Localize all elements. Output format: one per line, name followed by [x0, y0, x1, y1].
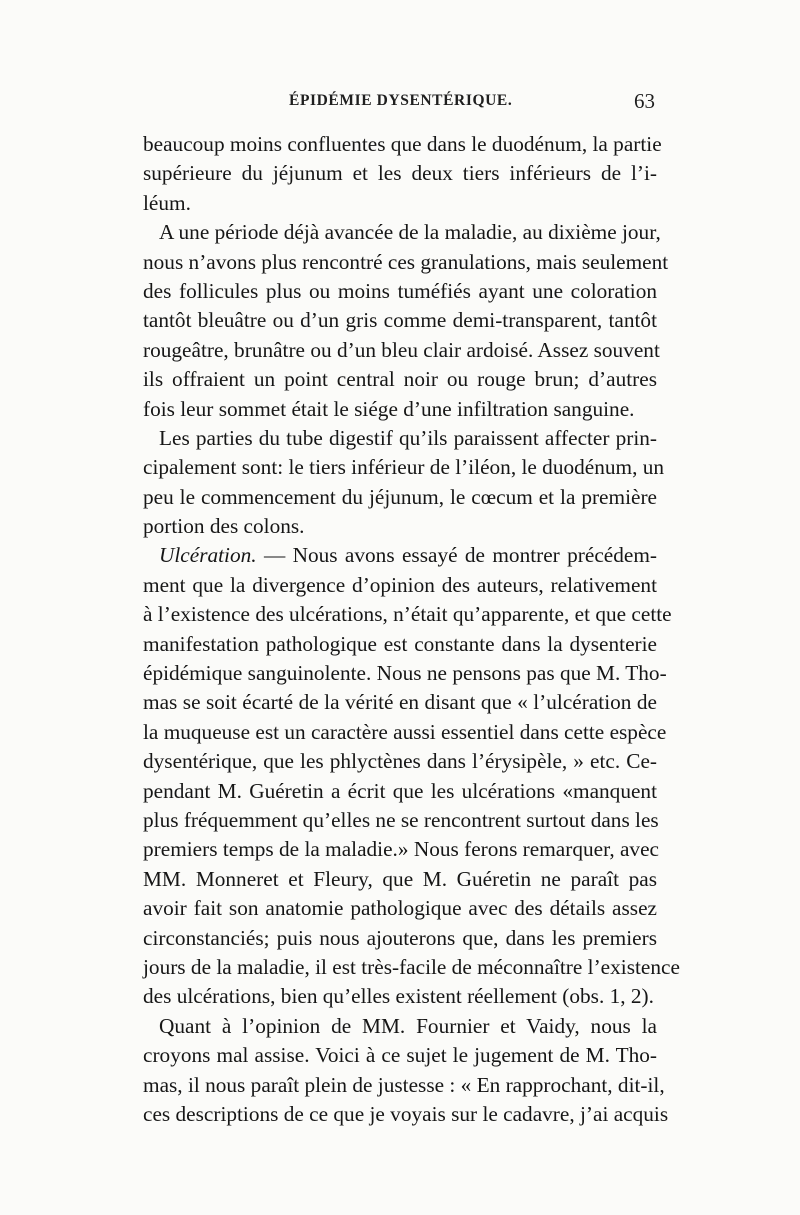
- page-header: [143, 89, 657, 116]
- text-line: supérieure du jéjunum et les deux tiers inférieurs de l’i-: [143, 161, 657, 186]
- text-line: dysentérique, que les phlyctènes dans l’érysipèle, » etc. Ce-: [143, 749, 657, 774]
- text-line: ces descriptions de ce que je voyais sur le cadavre, j’ai acquis: [143, 1101, 669, 1126]
- text-line: ils offraient un point central noir ou rouge brun; d’autres: [143, 367, 657, 392]
- paragraph-start-line: [143, 541, 657, 570]
- text-line: plus fréquemment qu’elles ne se rencontrent surtout dans les: [143, 807, 659, 832]
- text-line: à l’existence des ulcérations, n’était qu’apparente, et que cette: [143, 602, 672, 627]
- text-line: rougeâtre, brunâtre ou d’un bleu clair ardoisé. Assez souvent: [143, 337, 660, 362]
- text-line: circonstanciés; puis nous ajouterons que, dans les premiers: [143, 925, 657, 950]
- text-line: tantôt bleuâtre ou d’un gris comme demi-transparent, tantôt: [143, 308, 657, 333]
- text-line: jours de la maladie, il est très-facile de méconnaître l’existence: [143, 954, 680, 979]
- text-line: pendant M. Guéretin a écrit que les ulcérations «manquent: [143, 778, 657, 803]
- text-line: nous n’avons plus rencontré ces granulations, mais seulement: [143, 249, 669, 274]
- text-line: croyons mal assise. Voici à ce sujet le jugement de M. Tho-: [143, 1043, 657, 1068]
- text-line: léum.: [143, 190, 191, 215]
- page-number: 63: [634, 89, 655, 113]
- text-line: ment que la divergence d’opinion des auteurs, relativement: [143, 572, 657, 597]
- text-line: peu le commencement du jéjunum, le cœcum et la première: [143, 484, 657, 509]
- section-heading-ulceration: Ulcération.: [159, 543, 257, 568]
- paragraph-start-line: A une période déjà avancée de la maladie, au dixième jour,: [159, 220, 661, 245]
- text-line: manifestation pathologique est constante dans la dysenterie: [143, 631, 657, 656]
- text-line: des ulcérations, bien qu’elles existent réellement (obs. 1, 2).: [143, 984, 654, 1009]
- text-line: premiers temps de la maladie.» Nous ferons remarquer, avec: [143, 837, 659, 862]
- text-line-fragment: — Nous avons essayé de montrer précédem-: [263, 543, 657, 568]
- text-line: épidémique sanguinolente. Nous ne pensons pas que M. Tho-: [143, 661, 667, 686]
- text-line: fois leur sommet était le siége d’une infiltration sanguine.: [143, 396, 635, 421]
- text-line: cipalement sont: le tiers inférieur de l’iléon, le duodénum, un: [143, 455, 665, 480]
- text-line: des follicules plus ou moins tuméfiés ayant une coloration: [143, 278, 657, 303]
- paragraph-start-line: Les parties du tube digestif qu’ils paraissent affecter prin-: [159, 425, 657, 450]
- paragraph-start-line: Quant à l’opinion de MM. Fournier et Vaidy, nous la: [159, 1013, 657, 1038]
- text-line: avoir fait son anatomie pathologique avec des détails assez: [143, 896, 657, 921]
- text-line: mas, il nous paraît plein de justesse : « En rapprochant, dit-il,: [143, 1072, 665, 1097]
- text-line: beaucoup moins confluentes que dans le duodénum, la partie: [143, 132, 662, 156]
- body-text: [143, 130, 680, 1129]
- running-title: ÉPIDÉMIE DYSENTÉRIQUE.: [289, 92, 513, 109]
- text-line: mas se soit écarté de la vérité en disant que « l’ulcération de: [143, 690, 657, 715]
- text-line: portion des colons.: [143, 514, 305, 539]
- text-line: MM. Monneret et Fleury, que M. Guéretin ne paraît pas: [143, 866, 657, 891]
- text-line: la muqueuse est un caractère aussi essentiel dans cette espèce: [143, 719, 667, 744]
